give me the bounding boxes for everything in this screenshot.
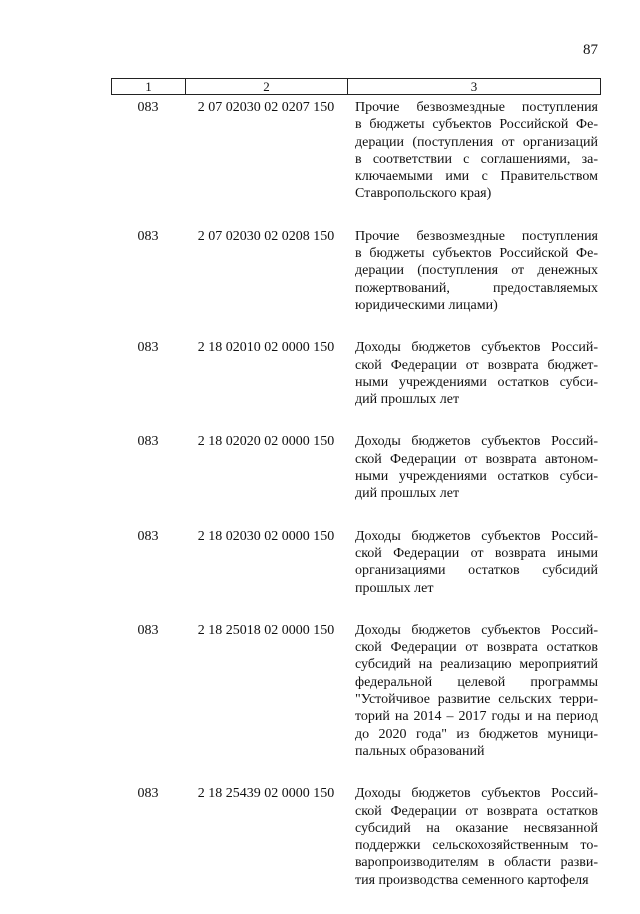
row-classification-cell: 2 18 02030 02 0000 150	[197, 528, 335, 544]
header-cell-3: 3	[470, 79, 478, 94]
description-line: прошлых лет	[355, 580, 434, 596]
row-code-cell: 083	[137, 434, 159, 450]
description-line: ской Федерации от возврата иными	[355, 545, 598, 561]
description-line: организациями остатков субсидий	[355, 563, 598, 579]
description-line: ской Федерации от возврата бюджет-	[355, 357, 598, 373]
row-description-cell	[347, 433, 601, 502]
row-code-cell: 083	[137, 528, 159, 544]
description-line: ключаемыми ими с Правительством	[355, 169, 598, 185]
table-row	[111, 528, 601, 597]
description-line: поддержки сельскохозяйственным то-	[355, 838, 598, 854]
description-line: ской Федерации от возврата остатков	[355, 803, 598, 819]
description-line: дий прошлых лет	[355, 486, 460, 502]
header-cell-2: 2	[186, 79, 348, 94]
row-description-cell	[347, 622, 601, 760]
table-row	[111, 622, 601, 760]
row-classification-cell: 2 18 02020 02 0000 150	[197, 434, 335, 450]
description-line: Ставропольского края)	[355, 186, 492, 202]
description-line: варопроизводителям в области разви-	[355, 855, 598, 871]
description-line: юридическими лицами)	[355, 297, 498, 313]
table-row	[111, 228, 601, 314]
table-header-row	[111, 78, 601, 95]
description-line: ными учреждениями остатков субси-	[355, 374, 598, 390]
description-line: дерации (поступления от организаций	[355, 134, 598, 150]
row-description-cell	[347, 339, 601, 408]
description-line: в бюджеты субъектов Российской Фе-	[355, 117, 598, 133]
description-line: Доходы бюджетов субъектов Россий-	[355, 528, 598, 544]
table-row	[111, 99, 601, 203]
description-line: тия производства семенного картофеля	[355, 872, 589, 888]
row-classification-cell: 2 18 02010 02 0000 150	[197, 340, 335, 356]
row-description-cell	[347, 785, 601, 889]
description-line: Прочие безвозмездные поступления	[355, 228, 598, 244]
header-cell-1: 1	[112, 79, 186, 94]
description-line: ской Федерации от возврата автоном-	[355, 451, 598, 467]
description-line: субсидий на реализацию мероприятий	[355, 657, 598, 673]
row-code-cell: 083	[137, 340, 159, 356]
row-code-cell: 083	[137, 622, 159, 638]
description-line: торий на 2014 – 2017 годы и на период	[355, 709, 598, 725]
description-line: Доходы бюджетов субъектов Россий-	[355, 622, 598, 638]
row-classification-cell: 2 18 25439 02 0000 150	[197, 786, 335, 802]
description-line: федеральной целевой программы	[355, 674, 598, 690]
row-classification-cell: 2 07 02030 02 0208 150	[197, 228, 335, 244]
description-line: пальных образований	[355, 743, 485, 759]
row-description-cell	[347, 228, 601, 314]
row-code-cell: 083	[137, 100, 159, 115]
description-line: субсидий на оказание несвязанной	[355, 820, 598, 836]
description-line: "Устойчивое развитие сельских терри-	[355, 692, 598, 708]
table-body	[111, 99, 601, 914]
page-number: 87	[583, 42, 598, 58]
description-line: Доходы бюджетов субъектов Россий-	[355, 786, 598, 802]
description-line: дий прошлых лет	[355, 392, 460, 408]
description-line: дерации (поступления от денежных	[355, 263, 598, 279]
description-line: Прочие безвозмездные поступления	[355, 100, 598, 115]
row-classification-cell: 2 07 02030 02 0207 150	[197, 100, 335, 115]
row-classification-cell: 2 18 25018 02 0000 150	[197, 622, 335, 638]
description-line: пожертвований, предоставляемых	[355, 280, 598, 296]
row-description-cell	[347, 99, 601, 203]
row-code-cell: 083	[137, 228, 159, 244]
description-line: ными учреждениями остатков субси-	[355, 469, 598, 485]
description-line: Доходы бюджетов субъектов Россий-	[355, 340, 598, 356]
description-line: в соответствии с соглашениями, за-	[355, 151, 598, 167]
table-row	[111, 433, 601, 502]
description-line: ской Федерации от возврата остатков	[355, 640, 598, 656]
description-line: в бюджеты субъектов Российской Фе-	[355, 246, 598, 262]
row-description-cell	[347, 528, 601, 597]
description-line: до 2020 года" из бюджетов муници-	[355, 726, 598, 742]
description-line: Доходы бюджетов субъектов Россий-	[355, 434, 598, 450]
row-code-cell: 083	[137, 786, 159, 802]
table-row	[111, 785, 601, 889]
table-row	[111, 339, 601, 408]
